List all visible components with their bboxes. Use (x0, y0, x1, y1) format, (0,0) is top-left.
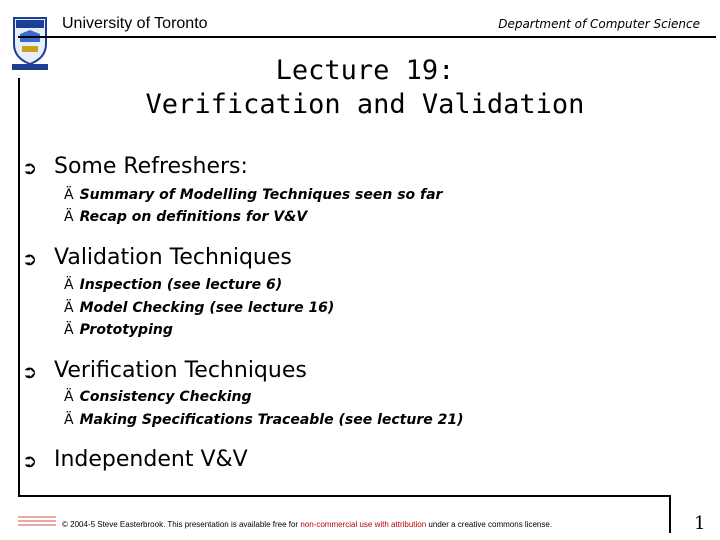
list-item (64, 412, 463, 428)
section-heading: Verification Techniques (54, 358, 307, 383)
bullet-icon: ➲ (22, 158, 38, 179)
list-item (64, 209, 307, 225)
section-heading: Some Refreshers: (54, 154, 248, 179)
slide-title (0, 54, 720, 122)
list-item (64, 277, 282, 293)
department-name: Department of Computer Science (498, 17, 700, 31)
list-item-text: Recap on definitions for V&V (79, 209, 308, 225)
list-item (64, 187, 442, 203)
bullet-icon: ➲ (22, 451, 38, 472)
sub-bullet-icon: Ä (64, 412, 74, 428)
bullet-icon: ➲ (22, 362, 38, 383)
sub-bullet-icon: Ä (64, 209, 74, 225)
page-number: 1 (694, 513, 706, 534)
frame-bottom-rule (18, 495, 670, 497)
sub-bullet-icon: Ä (64, 277, 74, 293)
list-item-text: Inspection (see lecture 6) (79, 277, 283, 293)
frame-left-rule (18, 78, 20, 496)
list-item-text: Summary of Modelling Techniques seen so far (79, 187, 443, 203)
sub-bullet-icon: Ä (64, 322, 74, 338)
footer-copyright (62, 520, 552, 529)
sub-bullet-icon: Ä (64, 187, 74, 203)
frame-right-rule (669, 495, 671, 533)
footer-license-link[interactable]: non-commercial use with attribution (300, 520, 427, 529)
university-name: University of Toronto (62, 15, 208, 32)
footer-license-text: under a creative commons license. (428, 520, 553, 529)
frame-top-rule (18, 36, 716, 38)
list-item-text: Model Checking (see lecture 16) (79, 300, 335, 316)
footer-copyright-text: © 2004-5 Steve Easterbrook. This presentation is available free for (62, 520, 299, 529)
list-item-text: Consistency Checking (79, 389, 252, 405)
sub-bullet-icon: Ä (64, 300, 74, 316)
list-item (64, 322, 173, 338)
slide-title-line2: Verification and Validation (145, 89, 585, 120)
creative-commons-logo-icon (18, 516, 56, 530)
list-item (64, 389, 252, 405)
slide-title-line1: Lecture 19: (275, 55, 455, 86)
section-heading: Validation Techniques (54, 245, 292, 270)
section-heading: Independent V&V (54, 447, 248, 472)
list-item-text: Making Specifications Traceable (see lecture 21) (79, 412, 464, 428)
list-item (64, 300, 334, 316)
sub-bullet-icon: Ä (64, 389, 74, 405)
bullet-icon: ➲ (22, 249, 38, 270)
list-item-text: Prototyping (79, 322, 173, 338)
